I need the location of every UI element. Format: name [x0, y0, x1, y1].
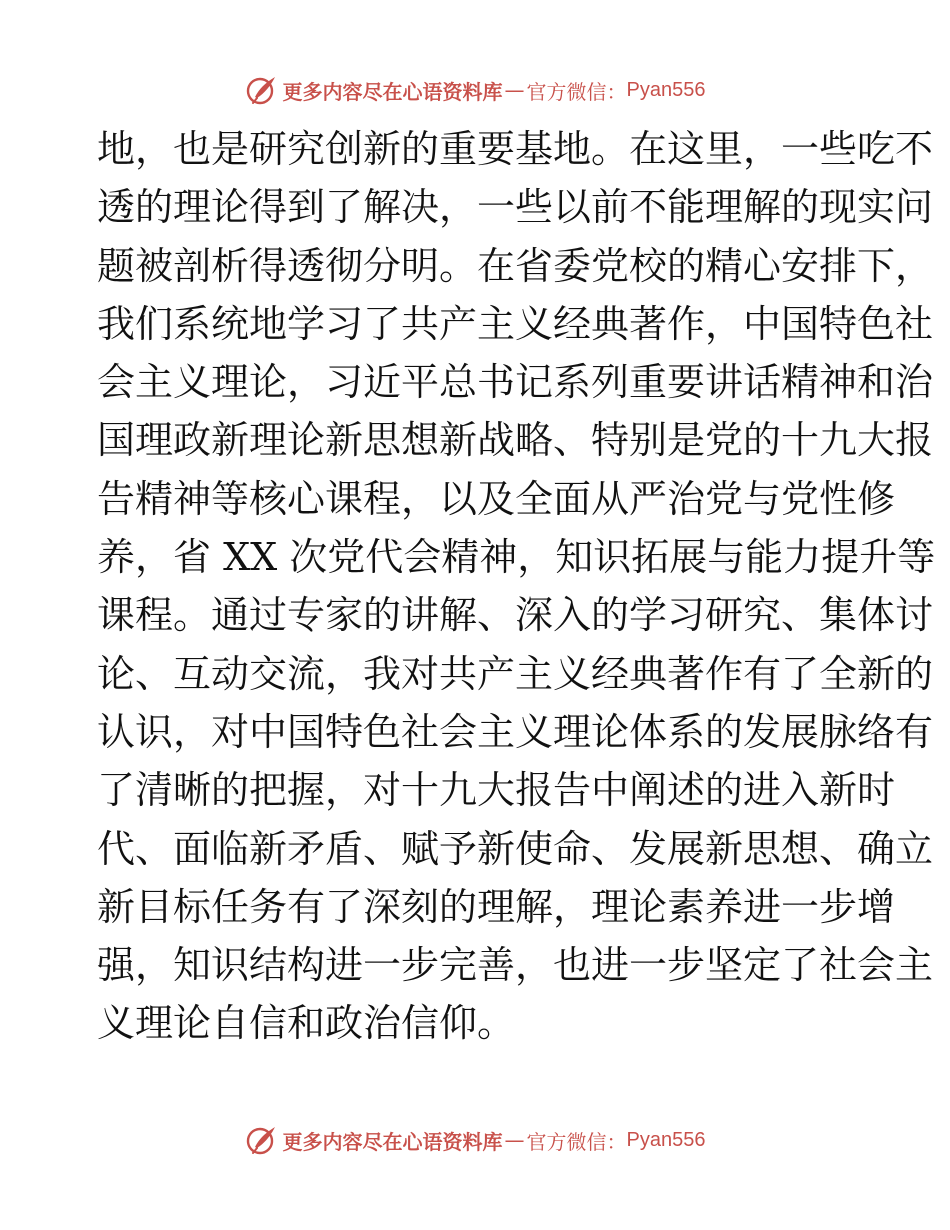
body-line: 养，省 XX 次党代会精神，知识拓展与能力提升等 [97, 535, 936, 580]
body-line: 课程。通过专家的讲解、深入的学习研究、集体讨 [97, 593, 934, 638]
feather-pen-logo-icon [245, 1123, 279, 1157]
wechat-id: Pyan556 [626, 78, 706, 101]
wechat-id: Pyan556 [626, 1128, 706, 1151]
body-line: 新目标任务有了深刻的理解，理论素养进一步增 [97, 884, 896, 929]
footer-watermark-banner [0, 1122, 950, 1158]
body-line: 会主义理论，习近平总书记系列重要讲话精神和治 [97, 360, 934, 405]
wechat-label: 官方微信： [526, 79, 627, 104]
body-line: 代、面临新矛盾、赋予新使命、发展新思想、确立 [97, 826, 934, 871]
body-line: 强，知识结构进一步完善，也进一步坚定了社会主 [97, 943, 934, 988]
header-watermark-banner [0, 72, 950, 108]
banner-dash: — [504, 1128, 525, 1152]
wechat-label: 官方微信： [526, 1129, 627, 1154]
body-line: 我们系统地学习了共产主义经典著作，中国特色社 [97, 301, 934, 346]
body-line: 告精神等核心课程，以及全面从严治党与党性修 [97, 476, 896, 521]
feather-pen-logo-icon [245, 73, 279, 107]
banner-dash: — [504, 78, 525, 102]
body-line: 认识，对中国特色社会主义理论体系的发展脉络有 [97, 709, 934, 754]
site-name-text: 更多内容尽在心语资料库 [282, 1129, 503, 1154]
body-line: 国理政新理论新思想新战略、特别是党的十九大报 [97, 418, 934, 463]
body-line: 题被剖析得透彻分明。在省委党校的精心安排下， [97, 243, 934, 288]
body-line: 透的理论得到了解决，一些以前不能理解的现实问 [97, 185, 934, 230]
body-line: 了清晰的把握，对十九大报告中阐述的进入新时 [97, 768, 896, 813]
document-body [97, 120, 936, 1053]
body-line: 地，也是研究创新的重要基地。在这里，一些吃不 [97, 127, 934, 171]
site-name-text: 更多内容尽在心语资料库 [282, 79, 503, 104]
body-line: 论、互动交流，我对共产主义经典著作有了全新的 [97, 651, 934, 696]
body-line: 义理论自信和政治信仰。 [97, 1001, 516, 1046]
